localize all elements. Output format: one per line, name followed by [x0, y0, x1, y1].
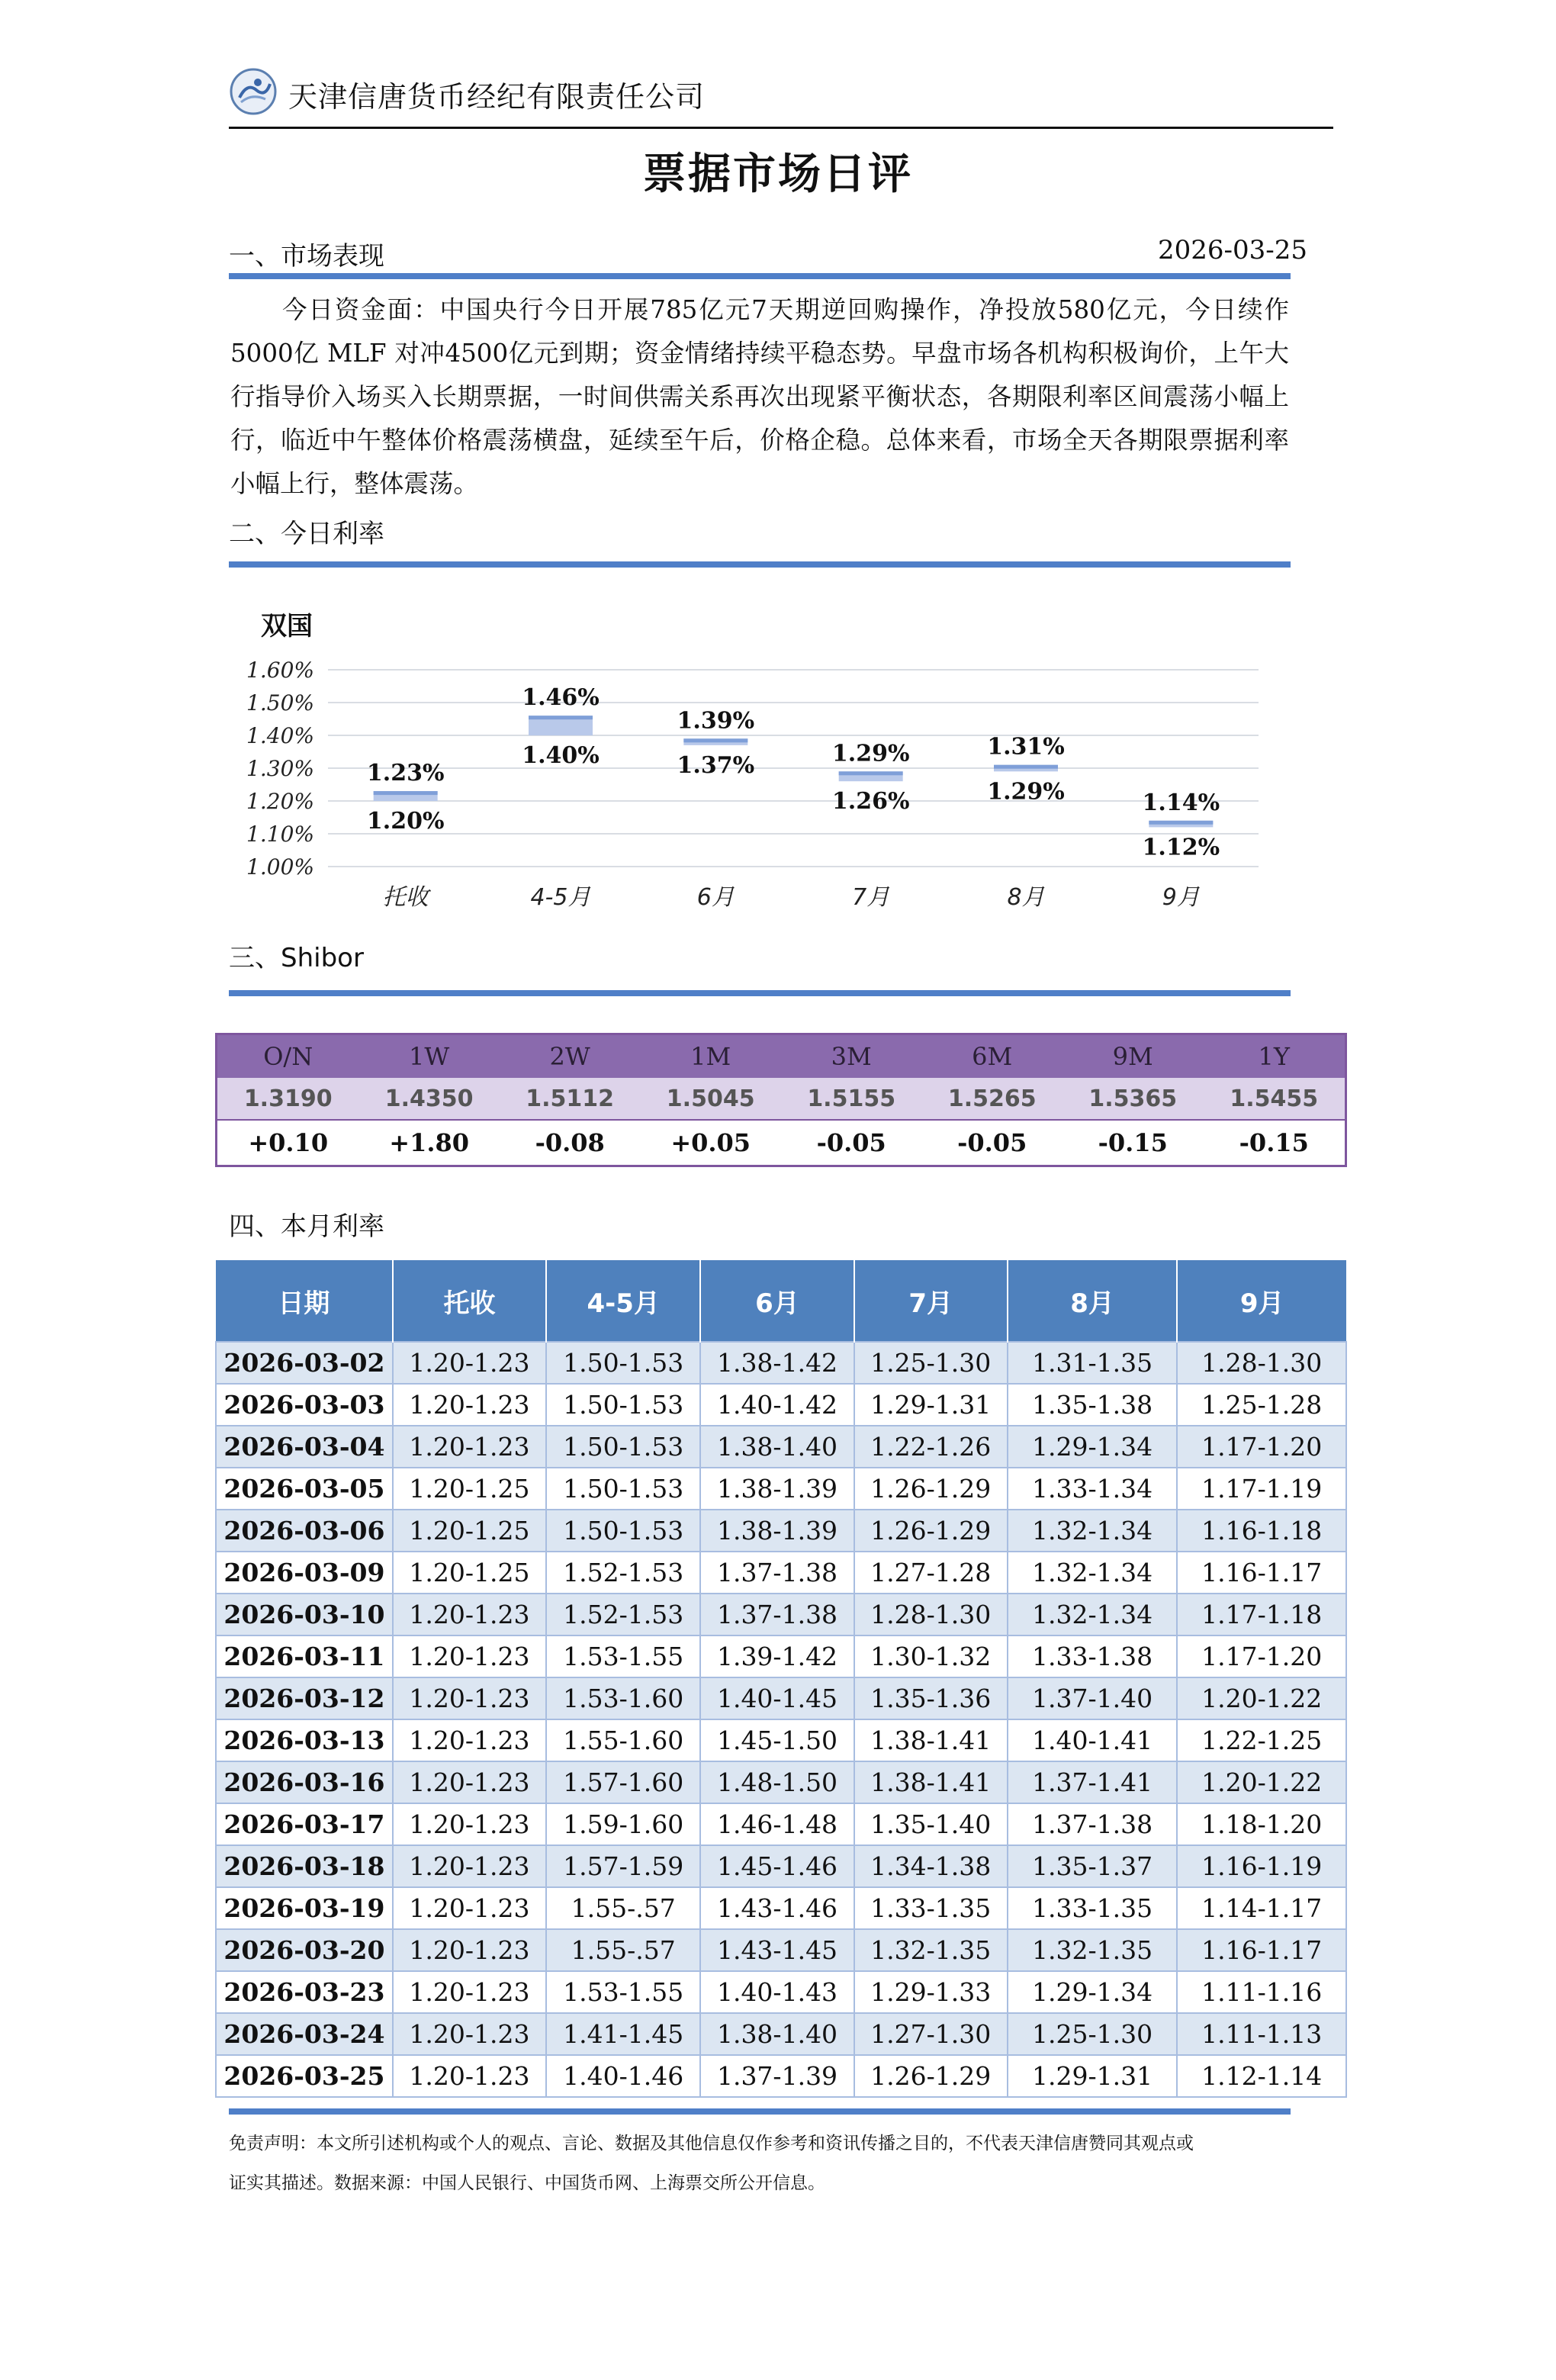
shibor-tenor: 1W — [358, 1034, 500, 1079]
rate-range-chart — [229, 595, 1297, 934]
chart-title: 双国 — [261, 611, 313, 642]
rate-cell: 1.50-1.53 — [546, 1426, 700, 1468]
y-tick-label: 1.20% — [246, 789, 314, 814]
rate-cell: 1.25-1.30 — [854, 1342, 1008, 1384]
rate-cell: 1.20-1.23 — [393, 1384, 546, 1426]
shibor-rate: 1.5265 — [921, 1078, 1063, 1120]
shibor-change: -0.05 — [921, 1120, 1063, 1166]
rate-cell: 1.12-1.14 — [1177, 2055, 1346, 2097]
date-cell: 2026-03-25 — [216, 2055, 393, 2097]
rate-cell: 1.20-1.25 — [393, 1552, 546, 1594]
rate-cell: 1.38-1.39 — [700, 1510, 854, 1552]
section-divider — [229, 273, 1291, 279]
high-label: 1.14% — [1142, 789, 1220, 816]
shibor-rate: 1.5455 — [1204, 1078, 1346, 1120]
rate-cell: 1.37-1.40 — [1008, 1677, 1178, 1719]
date-cell: 2026-03-02 — [216, 1342, 393, 1384]
rate-cell: 1.20-1.23 — [393, 1971, 546, 2013]
shibor-change: +1.80 — [358, 1120, 500, 1166]
high-label: 1.23% — [366, 760, 445, 787]
table-row — [216, 1761, 1346, 1803]
rate-cell: 1.55-.57 — [546, 1887, 700, 1929]
column-header: 6月 — [700, 1260, 854, 1342]
section-heading-monthly: 四、本月利率 — [229, 1211, 384, 1242]
shibor-change: -0.15 — [1063, 1120, 1204, 1166]
shibor-rate: 1.5155 — [781, 1078, 922, 1120]
table-row — [216, 2055, 1346, 2097]
date-cell: 2026-03-17 — [216, 1803, 393, 1845]
rate-cell: 1.29-1.34 — [1008, 1426, 1178, 1468]
rate-cell: 1.43-1.46 — [700, 1887, 854, 1929]
rate-cell: 1.33-1.35 — [854, 1887, 1008, 1929]
rate-cell: 1.38-1.41 — [854, 1719, 1008, 1761]
shibor-tenor: 3M — [781, 1034, 922, 1079]
shibor-rate: 1.5365 — [1063, 1078, 1204, 1120]
disclaimer — [229, 2124, 1297, 2203]
rate-cell: 1.18-1.20 — [1177, 1803, 1346, 1845]
rate-cell: 1.53-1.60 — [546, 1677, 700, 1719]
rate-cell: 1.20-1.23 — [393, 2055, 546, 2097]
rate-cell: 1.35-1.38 — [1008, 1384, 1178, 1426]
rate-cell: 1.40-1.42 — [700, 1384, 854, 1426]
date-cell: 2026-03-10 — [216, 1594, 393, 1635]
table-row — [216, 1384, 1346, 1426]
x-tick-label: 7月 — [852, 884, 890, 911]
rate-cell: 1.37-1.41 — [1008, 1761, 1178, 1803]
rate-cell: 1.16-1.18 — [1177, 1510, 1346, 1552]
y-tick-label: 1.40% — [246, 723, 314, 748]
rate-cell: 1.20-1.25 — [393, 1510, 546, 1552]
table-row — [216, 1677, 1346, 1719]
column-header: 8月 — [1008, 1260, 1178, 1342]
shibor-rate: 1.5112 — [500, 1078, 641, 1120]
company-logo-icon — [229, 67, 278, 116]
range-bar-cap — [1149, 821, 1213, 825]
rate-cell: 1.59-1.60 — [546, 1803, 700, 1845]
rate-cell: 1.27-1.30 — [854, 2013, 1008, 2055]
shibor-change: -0.08 — [500, 1120, 641, 1166]
rate-cell: 1.20-1.23 — [393, 1719, 546, 1761]
shibor-rate-row — [217, 1078, 1346, 1120]
rate-cell: 1.50-1.53 — [546, 1342, 700, 1384]
rate-cell: 1.28-1.30 — [854, 1594, 1008, 1635]
low-label: 1.20% — [366, 808, 445, 835]
shibor-table — [215, 1033, 1347, 1167]
rate-cell: 1.17-1.19 — [1177, 1468, 1346, 1510]
low-label: 1.29% — [987, 778, 1065, 806]
rate-cell: 1.16-1.19 — [1177, 1845, 1346, 1887]
table-row — [216, 1594, 1346, 1635]
rate-cell: 1.20-1.23 — [393, 1887, 546, 1929]
rate-cell: 1.33-1.38 — [1008, 1635, 1178, 1677]
rate-cell: 1.29-1.34 — [1008, 1971, 1178, 2013]
rate-cell: 1.17-1.20 — [1177, 1426, 1346, 1468]
rate-cell: 1.25-1.30 — [1008, 2013, 1178, 2055]
rate-cell: 1.40-1.41 — [1008, 1719, 1178, 1761]
rate-cell: 1.20-1.23 — [393, 1761, 546, 1803]
shibor-tenor: 1M — [640, 1034, 781, 1079]
shibor-change: -0.15 — [1204, 1120, 1346, 1166]
high-label: 1.46% — [522, 684, 600, 712]
high-label: 1.29% — [831, 740, 910, 767]
section-divider — [229, 561, 1291, 568]
rate-cell: 1.27-1.28 — [854, 1552, 1008, 1594]
disclaimer-line: 免责声明：本文所引述机构或个人的观点、言论、数据及其他信息仅作参考和资讯传播之目的，不代表天津信唐赞同其观点或 — [229, 2134, 1194, 2153]
rate-cell: 1.32-1.34 — [1008, 1552, 1178, 1594]
table-row — [216, 1468, 1346, 1510]
rate-cell: 1.37-1.38 — [700, 1552, 854, 1594]
rate-cell: 1.25-1.28 — [1177, 1384, 1346, 1426]
table-row — [216, 1510, 1346, 1552]
table-row — [216, 1635, 1346, 1677]
rate-cell: 1.22-1.25 — [1177, 1719, 1346, 1761]
rate-cell: 1.20-1.22 — [1177, 1761, 1346, 1803]
rate-cell: 1.57-1.59 — [546, 1845, 700, 1887]
rate-cell: 1.41-1.45 — [546, 2013, 700, 2055]
section-heading-rates: 二、今日利率 — [229, 519, 384, 549]
table-row — [216, 1887, 1346, 1929]
y-tick-label: 1.10% — [246, 822, 314, 847]
rate-cell: 1.35-1.37 — [1008, 1845, 1178, 1887]
shibor-tenor: 1Y — [1204, 1034, 1346, 1079]
rate-cell: 1.20-1.23 — [393, 1677, 546, 1719]
date-cell: 2026-03-20 — [216, 1929, 393, 1971]
rate-cell: 1.37-1.39 — [700, 2055, 854, 2097]
rate-cell: 1.20-1.23 — [393, 1929, 546, 1971]
range-bar-cap — [994, 765, 1058, 769]
rate-cell: 1.53-1.55 — [546, 1971, 700, 2013]
high-label: 1.39% — [677, 707, 755, 735]
rate-cell: 1.16-1.17 — [1177, 1929, 1346, 1971]
date-cell: 2026-03-23 — [216, 1971, 393, 2013]
rate-cell: 1.20-1.23 — [393, 1635, 546, 1677]
rate-cell: 1.50-1.53 — [546, 1510, 700, 1552]
shibor-rate: 1.3190 — [217, 1078, 359, 1120]
rate-cell: 1.38-1.40 — [700, 1426, 854, 1468]
rate-cell: 1.35-1.40 — [854, 1803, 1008, 1845]
section-divider — [229, 990, 1291, 996]
date-cell: 2026-03-13 — [216, 1719, 393, 1761]
low-label: 1.40% — [522, 742, 600, 769]
rate-cell: 1.37-1.38 — [700, 1594, 854, 1635]
date-cell: 2026-03-16 — [216, 1761, 393, 1803]
date-cell: 2026-03-19 — [216, 1887, 393, 1929]
rate-cell: 1.52-1.53 — [546, 1552, 700, 1594]
rate-cell: 1.20-1.22 — [1177, 1677, 1346, 1719]
shibor-tenor: O/N — [217, 1034, 359, 1079]
rate-cell: 1.26-1.29 — [854, 1468, 1008, 1510]
column-header: 7月 — [854, 1260, 1008, 1342]
table-row — [216, 1803, 1346, 1845]
footer-divider — [229, 2108, 1291, 2115]
section-heading-market: 一、市场表现 — [229, 241, 384, 272]
disclaimer-line: 证实其描述。数据来源：中国人民银行、中国货币网、上海票交所公开信息。 — [229, 2173, 825, 2193]
rate-cell: 1.46-1.48 — [700, 1803, 854, 1845]
rate-cell: 1.11-1.13 — [1177, 2013, 1346, 2055]
shibor-change: +0.05 — [640, 1120, 781, 1166]
rate-cell: 1.37-1.38 — [1008, 1803, 1178, 1845]
table-row — [216, 2013, 1346, 2055]
low-label: 1.12% — [1142, 834, 1220, 861]
shibor-change: -0.05 — [781, 1120, 922, 1166]
rate-cell: 1.40-1.46 — [546, 2055, 700, 2097]
rate-cell: 1.38-1.39 — [700, 1468, 854, 1510]
rate-cell: 1.57-1.60 — [546, 1761, 700, 1803]
date-cell: 2026-03-18 — [216, 1845, 393, 1887]
shibor-change: +0.10 — [217, 1120, 359, 1166]
table-header-row — [216, 1260, 1346, 1342]
low-label: 1.26% — [831, 788, 910, 815]
table-row — [216, 1552, 1346, 1594]
date-cell: 2026-03-04 — [216, 1426, 393, 1468]
rate-cell: 1.53-1.55 — [546, 1635, 700, 1677]
x-tick-label: 托收 — [382, 884, 429, 911]
table-row — [216, 1719, 1346, 1761]
rate-cell: 1.20-1.23 — [393, 1342, 546, 1384]
rate-cell: 1.38-1.41 — [854, 1761, 1008, 1803]
table-row — [216, 1426, 1346, 1468]
column-header: 4-5月 — [546, 1260, 700, 1342]
rate-cell: 1.52-1.53 — [546, 1594, 700, 1635]
rate-cell: 1.11-1.16 — [1177, 1971, 1346, 2013]
y-tick-label: 1.60% — [246, 658, 314, 683]
rate-cell: 1.31-1.35 — [1008, 1342, 1178, 1384]
x-tick-label: 9月 — [1162, 884, 1200, 911]
y-tick-label: 1.50% — [246, 690, 314, 716]
column-header: 日期 — [216, 1260, 393, 1342]
rate-cell: 1.32-1.35 — [1008, 1929, 1178, 1971]
rate-cell: 1.55-.57 — [546, 1929, 700, 1971]
monthly-rate-table — [215, 1260, 1347, 2098]
header-divider — [229, 127, 1333, 129]
shibor-tenor: 2W — [500, 1034, 641, 1079]
rate-cell: 1.34-1.38 — [854, 1845, 1008, 1887]
range-bar-cap — [839, 771, 903, 775]
rate-cell: 1.40-1.43 — [700, 1971, 854, 2013]
rate-cell: 1.29-1.33 — [854, 1971, 1008, 2013]
shibor-rate: 1.5045 — [640, 1078, 781, 1120]
rate-cell: 1.33-1.35 — [1008, 1887, 1178, 1929]
shibor-tenor: 6M — [921, 1034, 1063, 1079]
rate-cell: 1.20-1.23 — [393, 1426, 546, 1468]
y-tick-label: 1.00% — [246, 854, 314, 880]
date-cell: 2026-03-03 — [216, 1384, 393, 1426]
high-label: 1.31% — [987, 733, 1065, 761]
date-cell: 2026-03-12 — [216, 1677, 393, 1719]
report-date: 2026-03-25 — [1158, 235, 1308, 265]
rate-cell: 1.17-1.20 — [1177, 1635, 1346, 1677]
page-title: 票据市场日评 — [643, 150, 913, 199]
rate-cell: 1.20-1.23 — [393, 1845, 546, 1887]
market-commentary: 今日资金面：中国央行今日开展785亿元7天期逆回购操作，净投放580亿元，今日续作5000亿 MLF 对冲4500亿元到期；资金情绪持续平稳态势。早盘市场各机构积极询价，上午大行指导价入场买入长期票据，一时间供需关系再次出现紧平衡状态，各期限利率区间震荡小幅上行，临近中午整体价格震荡横盘，延续至午后，价格企稳。总体来看，市场全天各期限票据利率小幅上行，整体震荡。 — [230, 295, 1289, 498]
rate-cell: 1.48-1.50 — [700, 1761, 854, 1803]
rate-cell: 1.32-1.34 — [1008, 1510, 1178, 1552]
table-row — [216, 1929, 1346, 1971]
rate-cell: 1.20-1.25 — [393, 1468, 546, 1510]
column-header: 9月 — [1177, 1260, 1346, 1342]
rate-cell: 1.26-1.29 — [854, 1510, 1008, 1552]
rate-cell: 1.50-1.53 — [546, 1468, 700, 1510]
rate-cell: 1.33-1.34 — [1008, 1468, 1178, 1510]
y-tick-label: 1.30% — [246, 756, 314, 781]
company-name: 天津信唐货币经纪有限责任公司 — [288, 80, 706, 114]
rate-cell: 1.30-1.32 — [854, 1635, 1008, 1677]
x-tick-label: 4-5月 — [530, 884, 591, 911]
range-bar-cap — [683, 738, 747, 742]
date-cell: 2026-03-24 — [216, 2013, 393, 2055]
table-row — [216, 1971, 1346, 2013]
rate-cell: 1.45-1.50 — [700, 1719, 854, 1761]
table-row — [216, 1845, 1346, 1887]
rate-cell: 1.28-1.30 — [1177, 1342, 1346, 1384]
x-tick-label: 8月 — [1007, 884, 1045, 911]
rate-cell: 1.32-1.34 — [1008, 1594, 1178, 1635]
table-row — [216, 1342, 1346, 1384]
rate-cell: 1.50-1.53 — [546, 1384, 700, 1426]
range-bar-cap — [374, 791, 438, 795]
rate-cell: 1.20-1.23 — [393, 1803, 546, 1845]
shibor-change-row — [217, 1120, 1346, 1166]
rate-cell: 1.38-1.40 — [700, 2013, 854, 2055]
section-heading-shibor: 三、Shibor — [229, 943, 364, 973]
shibor-tenor: 9M — [1063, 1034, 1204, 1079]
low-label: 1.37% — [677, 751, 755, 779]
shibor-rate: 1.4350 — [358, 1078, 500, 1120]
column-header: 托收 — [393, 1260, 546, 1342]
rate-cell: 1.35-1.36 — [854, 1677, 1008, 1719]
rate-cell: 1.55-1.60 — [546, 1719, 700, 1761]
date-cell: 2026-03-11 — [216, 1635, 393, 1677]
rate-cell: 1.14-1.17 — [1177, 1887, 1346, 1929]
rate-cell: 1.43-1.45 — [700, 1929, 854, 1971]
shibor-tenor-row — [217, 1034, 1346, 1079]
rate-cell: 1.45-1.46 — [700, 1845, 854, 1887]
x-tick-label: 6月 — [696, 884, 735, 911]
date-cell: 2026-03-06 — [216, 1510, 393, 1552]
rate-cell: 1.38-1.42 — [700, 1342, 854, 1384]
rate-cell: 1.40-1.45 — [700, 1677, 854, 1719]
rate-cell: 1.20-1.23 — [393, 1594, 546, 1635]
rate-cell: 1.26-1.29 — [854, 2055, 1008, 2097]
rate-cell: 1.32-1.35 — [854, 1929, 1008, 1971]
rate-cell: 1.22-1.26 — [854, 1426, 1008, 1468]
rate-cell: 1.16-1.17 — [1177, 1552, 1346, 1594]
rate-cell: 1.20-1.23 — [393, 2013, 546, 2055]
date-cell: 2026-03-05 — [216, 1468, 393, 1510]
date-cell: 2026-03-09 — [216, 1552, 393, 1594]
rate-cell: 1.39-1.42 — [700, 1635, 854, 1677]
rate-cell: 1.17-1.18 — [1177, 1594, 1346, 1635]
rate-cell: 1.29-1.31 — [1008, 2055, 1178, 2097]
rate-cell: 1.29-1.31 — [854, 1384, 1008, 1426]
range-bar-cap — [529, 716, 593, 719]
